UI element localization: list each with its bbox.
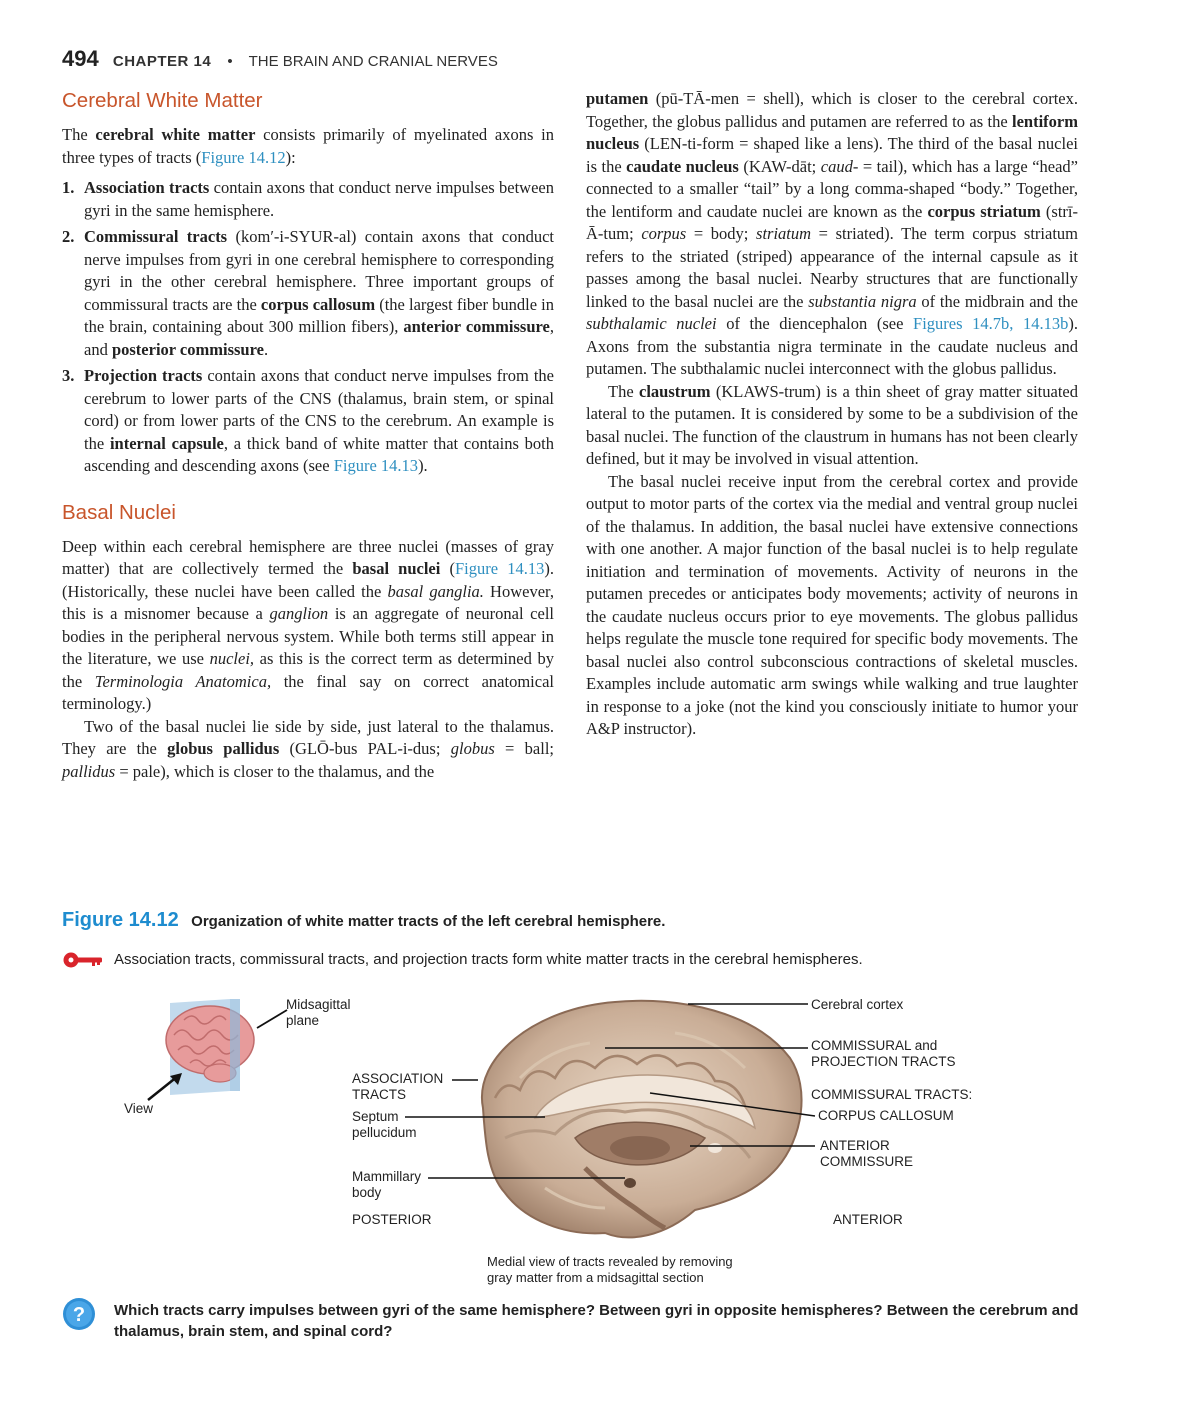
- figure-caption: Organization of white matter tracts of the left cerebral hemisphere.: [191, 913, 666, 930]
- label-septum-pellucidum: Septum pellucidum: [352, 1109, 417, 1140]
- question-icon: [62, 1297, 96, 1331]
- running-header: [62, 46, 498, 72]
- label-posterior: POSTERIOR: [352, 1212, 432, 1227]
- white-matter-intro: The cerebral white matter consists primarily of myelinated axons in three types of tracts (Figure 14.12):: [62, 125, 554, 167]
- basal-nuclei-paragraph-1: Deep within each cerebral hemisphere are three nuclei (masses of gray matter) that are collectively termed the basal nuclei (Figure 14.13). (Historically, these nuclei have been called the basal ganglia. However, this is a misnomer because a ganglion is an aggregate of neuronal cell bodies in the peripheral nervous system. While both terms still appear in the literature, we use nuclei, as this is the correct term as determined by the Terminologia Anatomica, the final say on correct anatomical terminology.): [62, 536, 554, 713]
- key-concept: [62, 950, 1062, 970]
- claustrum-paragraph: The claustrum (KLAWS-trum) is a thin sheet of gray matter situated lateral to the putamen. It is considered by some to be a subdivision of the basal nuclei. The function of the claustrum in humans has not been clearly defined, but it may be involved in visual attention.: [586, 381, 1078, 468]
- tract-list: [62, 177, 554, 478]
- list-item: 3. Projection tracts contain axons that conduct nerve impulses from the cerebrum to lower parts of the CNS (thalamus, brain stem, or spinal cord) or from lower parts of the CNS to the cerebrum. An example is the internal capsule, a thick band of white matter that contains both ascending and descending axons (see Figure 14.13).: [62, 366, 554, 475]
- label-anterior: ANTERIOR: [833, 1212, 903, 1227]
- left-column: [62, 88, 554, 783]
- label-mammillary-body: Mammillary body: [352, 1169, 421, 1200]
- svg-text:?: ?: [72, 1304, 86, 1326]
- medial-view-caption: Medial view of tracts revealed by removing gray matter from a midsagittal section: [487, 1254, 733, 1285]
- figure-question: [62, 1297, 1092, 1340]
- chapter-title: THE BRAIN AND CRANIAL NERVES: [248, 53, 498, 70]
- right-column: [586, 88, 1078, 741]
- figure-title: [62, 909, 665, 932]
- section-heading-basal-nuclei: Basal Nuclei: [62, 500, 176, 524]
- key-icon: [62, 950, 104, 970]
- basal-nuclei-paragraph-2: Two of the basal nuclei lie side by side, just lateral to the thalamus. They are the globus pallidus (GLŌ-bus PAL-i-dus; globus = ball; pallidus = pale), which is closer to the thalamus, and the: [62, 716, 554, 781]
- label-leader-lines: [0, 990, 1200, 1230]
- label-association-tracts: ASSOCIATION TRACTS: [352, 1071, 444, 1102]
- page-number: 494: [62, 46, 99, 71]
- list-item: 2. Commissural tracts (kom′-i-SYUR-al) contain axons that conduct nerve impulses from gyri in one cerebral hemisphere to corresponding gyri in the other cerebral hemisphere. Three important groups of commissural tracts are the corpus callosum (the largest fiber bundle in the brain, containing about 300 million fibers), anterior commissure, and posterior commissure.: [62, 227, 554, 359]
- putamen-paragraph: putamen (pū-TĀ-men = shell), which is closer to the cerebral cortex. Together, the globus pallidus and putamen are referred to as the lentiform nucleus (LEN-ti-form = shaped like a lens). The third of the basal nuclei is the caudate nucleus (KAW-dāt; caud- = tail), which has a large “head” connected to a smaller “tail” by a long comma-shaped “body.” Together, the lentiform and caudate nuclei are known as the corpus striatum (strī-Ā-tum; corpus = body; striatum = striated). The term corpus striatum refers to the striated (striped) appearance of the internal capsule as it passes among the basal nuclei. Nearby structures that are functionally linked to the basal nuclei are the substantia nigra of the midbrain and the subthalamic nuclei of the diencephalon (see Figures 14.7b, 14.13b). Axons from the substantia nigra terminate in the caudate nucleus and putamen. The subthalamic nuclei interconnect with the globus pallidus.: [586, 89, 1079, 378]
- key-concept-text: Association tracts, commissural tracts, and projection tracts form white matter tracts in the cerebral hemispheres.: [114, 950, 863, 968]
- figure-link[interactable]: Figure 14.13: [333, 456, 419, 475]
- label-anterior-commissure: ANTERIOR COMMISSURE: [820, 1138, 914, 1169]
- list-item: 1. Association tracts contain axons that conduct nerve impulses between gyri in the same hemisphere.: [62, 178, 554, 220]
- basal-function-paragraph: The basal nuclei receive input from the cerebral cortex and provide output to motor parts of the cortex via the medial and ventral group nuclei of the thalamus. In addition, the basal nuclei have extensive connections with one another. A major function of the basal nuclei is to help regulate initiation and termination of movements. Activity of neurons in the putamen precedes or anticipates body movements; activity of neurons in the caudate nucleus occurs prior to eye movements. The globus pallidus helps regulate the muscle tone required for specific body movements. The basal nuclei also control subconscious contractions of skeletal muscles. Examples include automatic arm swings while walking and true laughter in response to a joke (not the kind you consciously initiate to humor your A&P instructor).: [586, 471, 1078, 738]
- question-text: Which tracts carry impulses between gyri of the same hemisphere? Between gyri in opposite hemispheres? Between the cerebrum and thalamus, brain stem, and spinal cord?: [114, 1302, 1079, 1340]
- label-commissural-tracts: COMMISSURAL TRACTS:: [811, 1087, 973, 1102]
- label-cerebral-cortex: Cerebral cortex: [811, 997, 904, 1012]
- figure-link[interactable]: Figure 14.13: [455, 559, 545, 578]
- figure-link[interactable]: Figures 14.7b, 14.13b: [913, 314, 1069, 333]
- figure-number: Figure 14.12: [62, 909, 179, 931]
- section-heading-white-matter: Cerebral White Matter: [62, 89, 263, 112]
- chapter-label: CHAPTER 14: [112, 53, 212, 70]
- label-corpus-callosum: CORPUS CALLOSUM: [818, 1108, 954, 1123]
- label-view: View: [124, 1101, 154, 1116]
- figure-link[interactable]: Figure 14.12: [201, 147, 286, 167]
- header-separator: •: [227, 53, 233, 70]
- label-midsagittal-plane: Midsagittal plane: [286, 997, 351, 1028]
- label-commissural-projection-tracts: COMMISSURAL and PROJECTION TRACTS: [811, 1038, 956, 1069]
